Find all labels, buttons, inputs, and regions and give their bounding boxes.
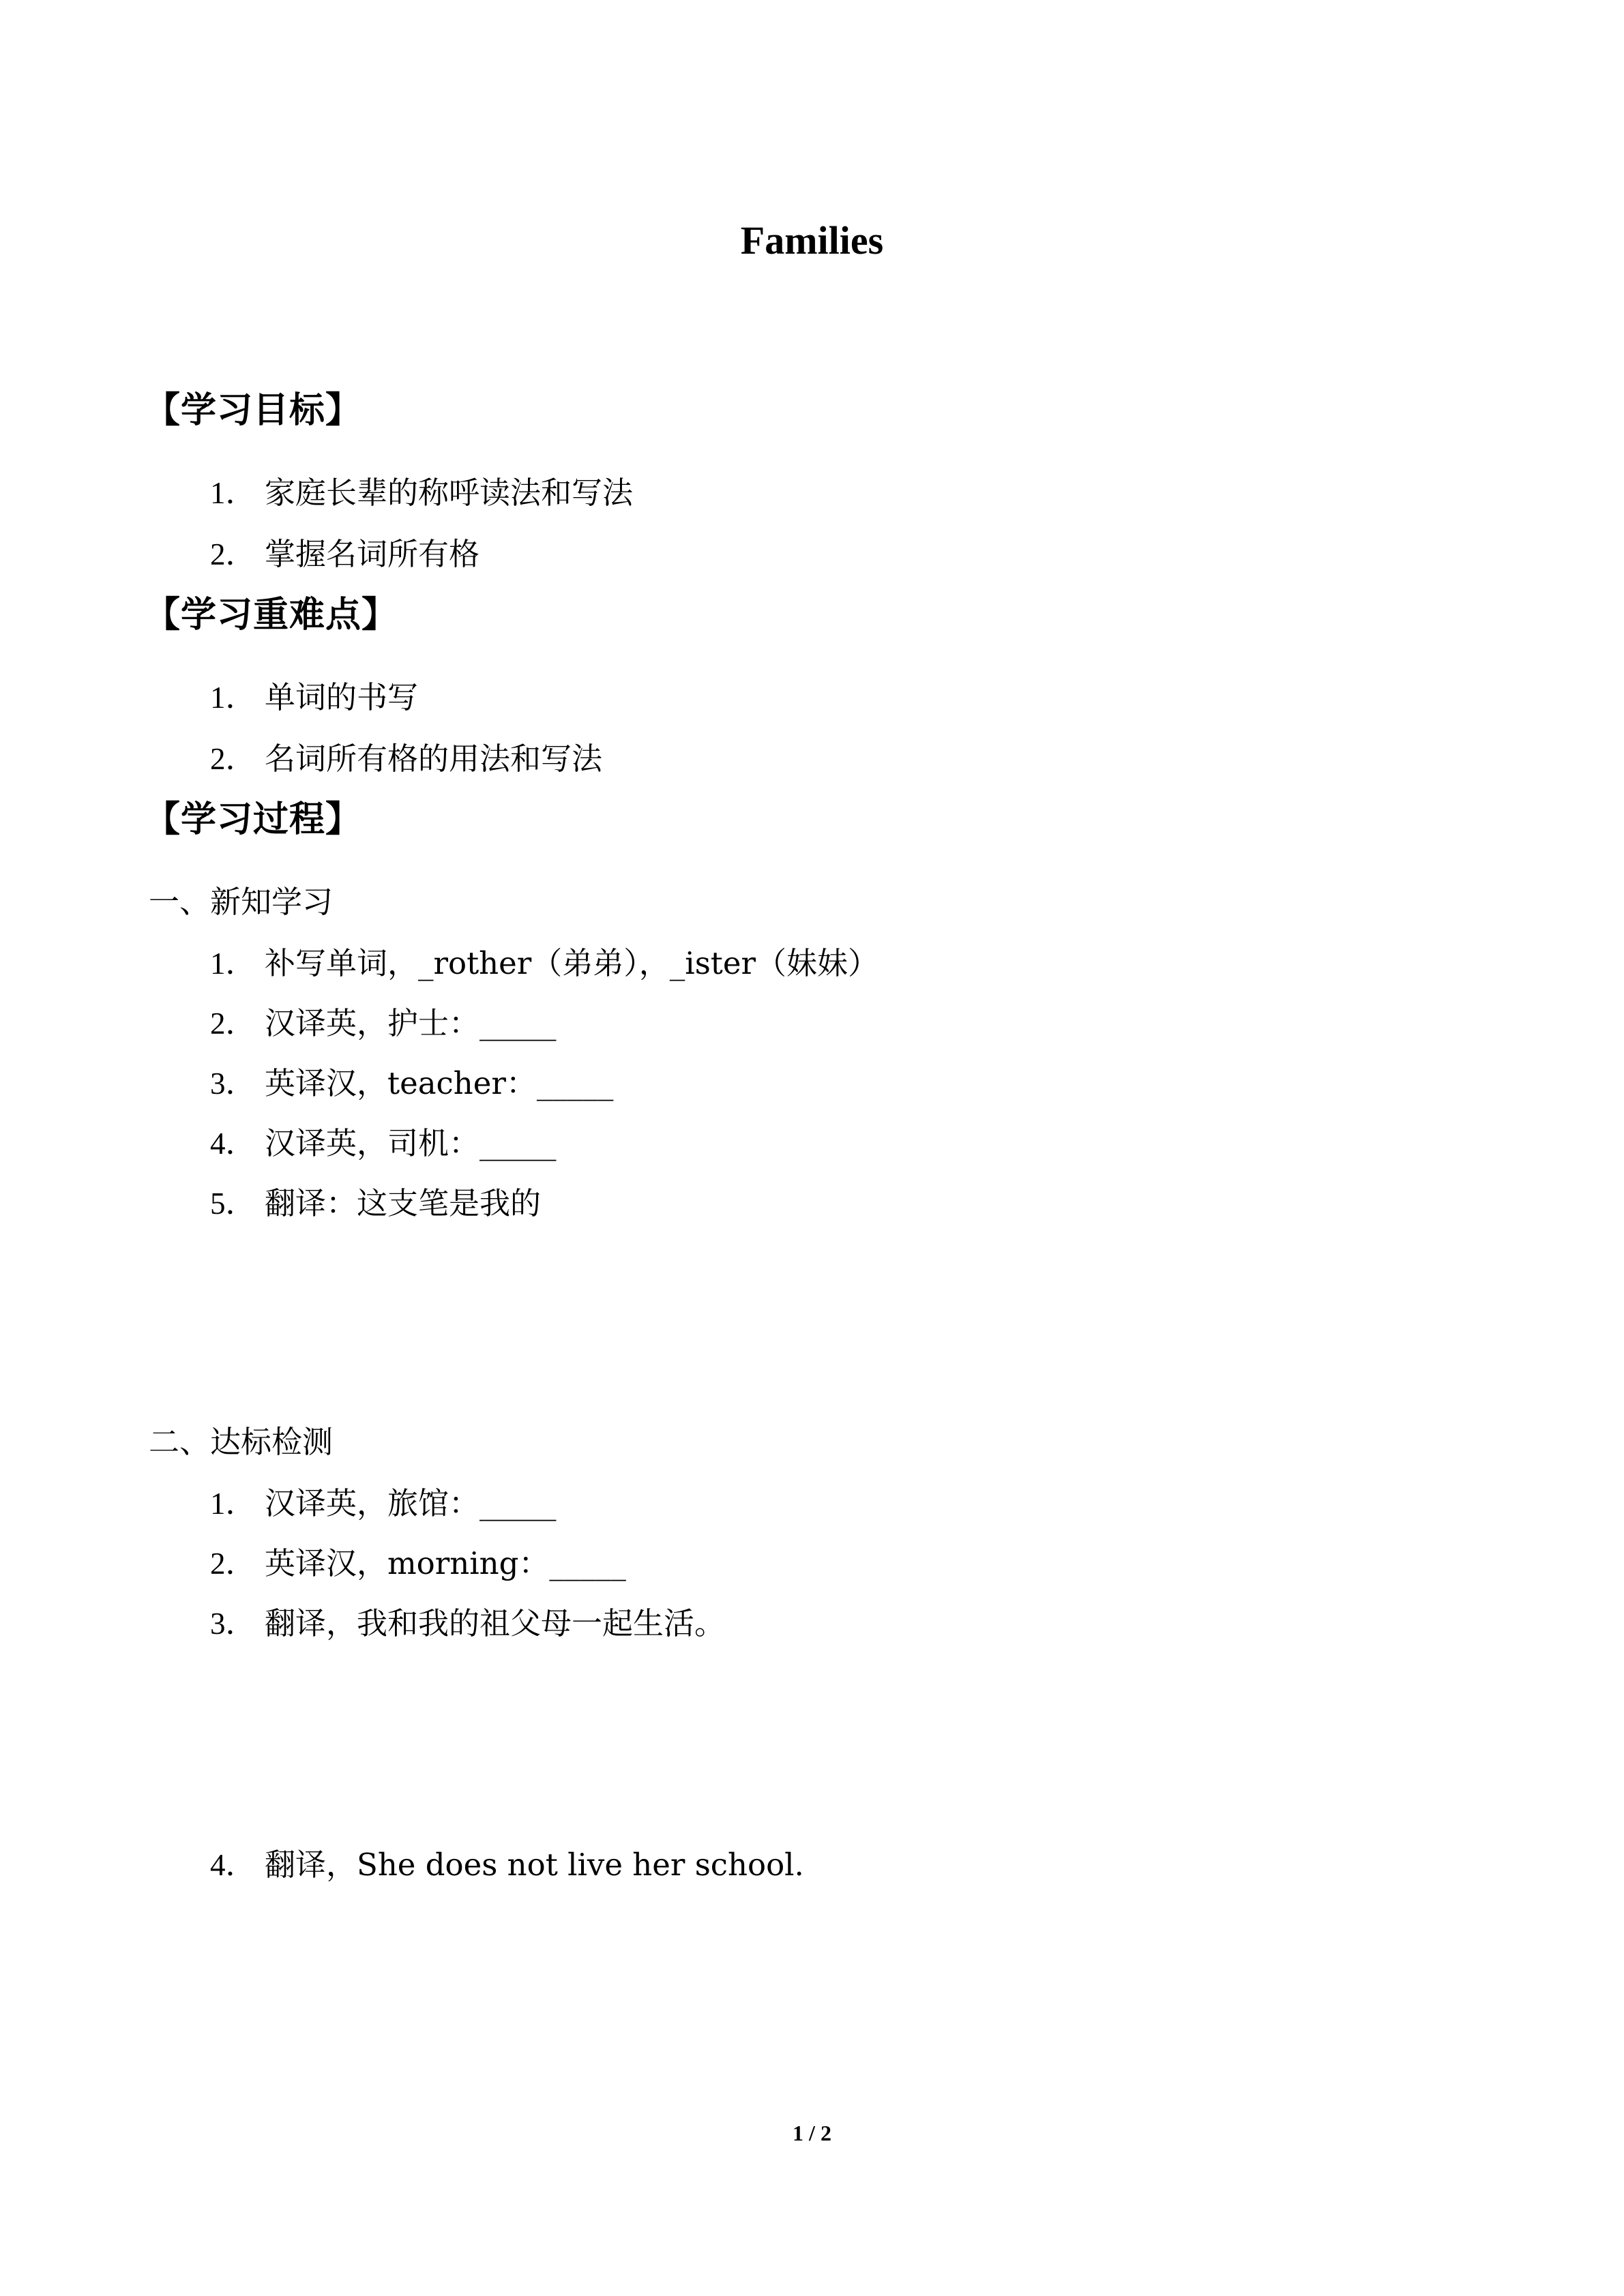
key-points-heading: 【学习重难点】 [145, 595, 398, 636]
item-text: 名词所有格的用法和写法 [265, 741, 603, 777]
item-text: 英译汉，morning：_____ [265, 1545, 626, 1581]
item-number: 5． [210, 1187, 256, 1221]
new-knowledge-item-3 [210, 1064, 613, 1103]
page-number: 1 / 2 [793, 2121, 831, 2145]
item-number: 1． [210, 681, 256, 715]
objectives-heading: 【学习目标】 [145, 390, 362, 431]
new-knowledge-label: 一、新知学习 [149, 884, 334, 920]
key-point-item-1 [210, 678, 418, 717]
item-text: 单词的书写 [265, 679, 419, 715]
document-title: Families [740, 218, 884, 263]
objective-item-1 [210, 473, 633, 513]
assessment-label: 二、达标检测 [149, 1424, 334, 1460]
item-number: 1． [210, 476, 256, 510]
new-knowledge-item-5 [210, 1184, 541, 1223]
assessment-item-2 [210, 1544, 626, 1583]
item-number: 3． [210, 1607, 256, 1641]
item-number: 1． [210, 1487, 256, 1521]
item-text: 汉译英，司机：_____ [265, 1125, 557, 1161]
item-number: 3． [210, 1067, 256, 1101]
item-text: 掌握名词所有格 [265, 536, 480, 572]
item-text: 翻译，She does not live her school. [265, 1847, 804, 1883]
item-text: 补写单词，_rother（弟弟），_ister（妹妹） [265, 945, 879, 981]
new-knowledge-item-1 [210, 944, 879, 983]
objective-item-2 [210, 535, 479, 574]
new-knowledge-item-2 [210, 1004, 557, 1043]
assessment-item-4 [210, 1845, 804, 1885]
assessment-item-3 [210, 1604, 725, 1643]
item-number: 4． [210, 1127, 256, 1161]
key-point-item-2 [210, 739, 602, 779]
item-text: 汉译英，护士：_____ [265, 1005, 557, 1041]
item-number: 4． [210, 1848, 256, 1882]
item-number: 1． [210, 946, 256, 981]
process-heading: 【学习过程】 [145, 799, 362, 840]
item-text: 翻译，我和我的祖父母一起生活。 [265, 1605, 726, 1641]
item-number: 2． [210, 1547, 256, 1581]
item-text: 汉译英，旅馆：_____ [265, 1485, 557, 1521]
item-number: 2． [210, 1007, 256, 1041]
item-number: 2． [210, 537, 256, 571]
item-number: 2． [210, 742, 256, 776]
item-text: 家庭长辈的称呼读法和写法 [265, 475, 634, 511]
new-knowledge-item-4 [210, 1124, 557, 1163]
item-text: 英译汉，teacher：_____ [265, 1065, 614, 1101]
assessment-item-1 [210, 1484, 557, 1523]
item-text: 翻译：这支笔是我的 [265, 1185, 542, 1221]
